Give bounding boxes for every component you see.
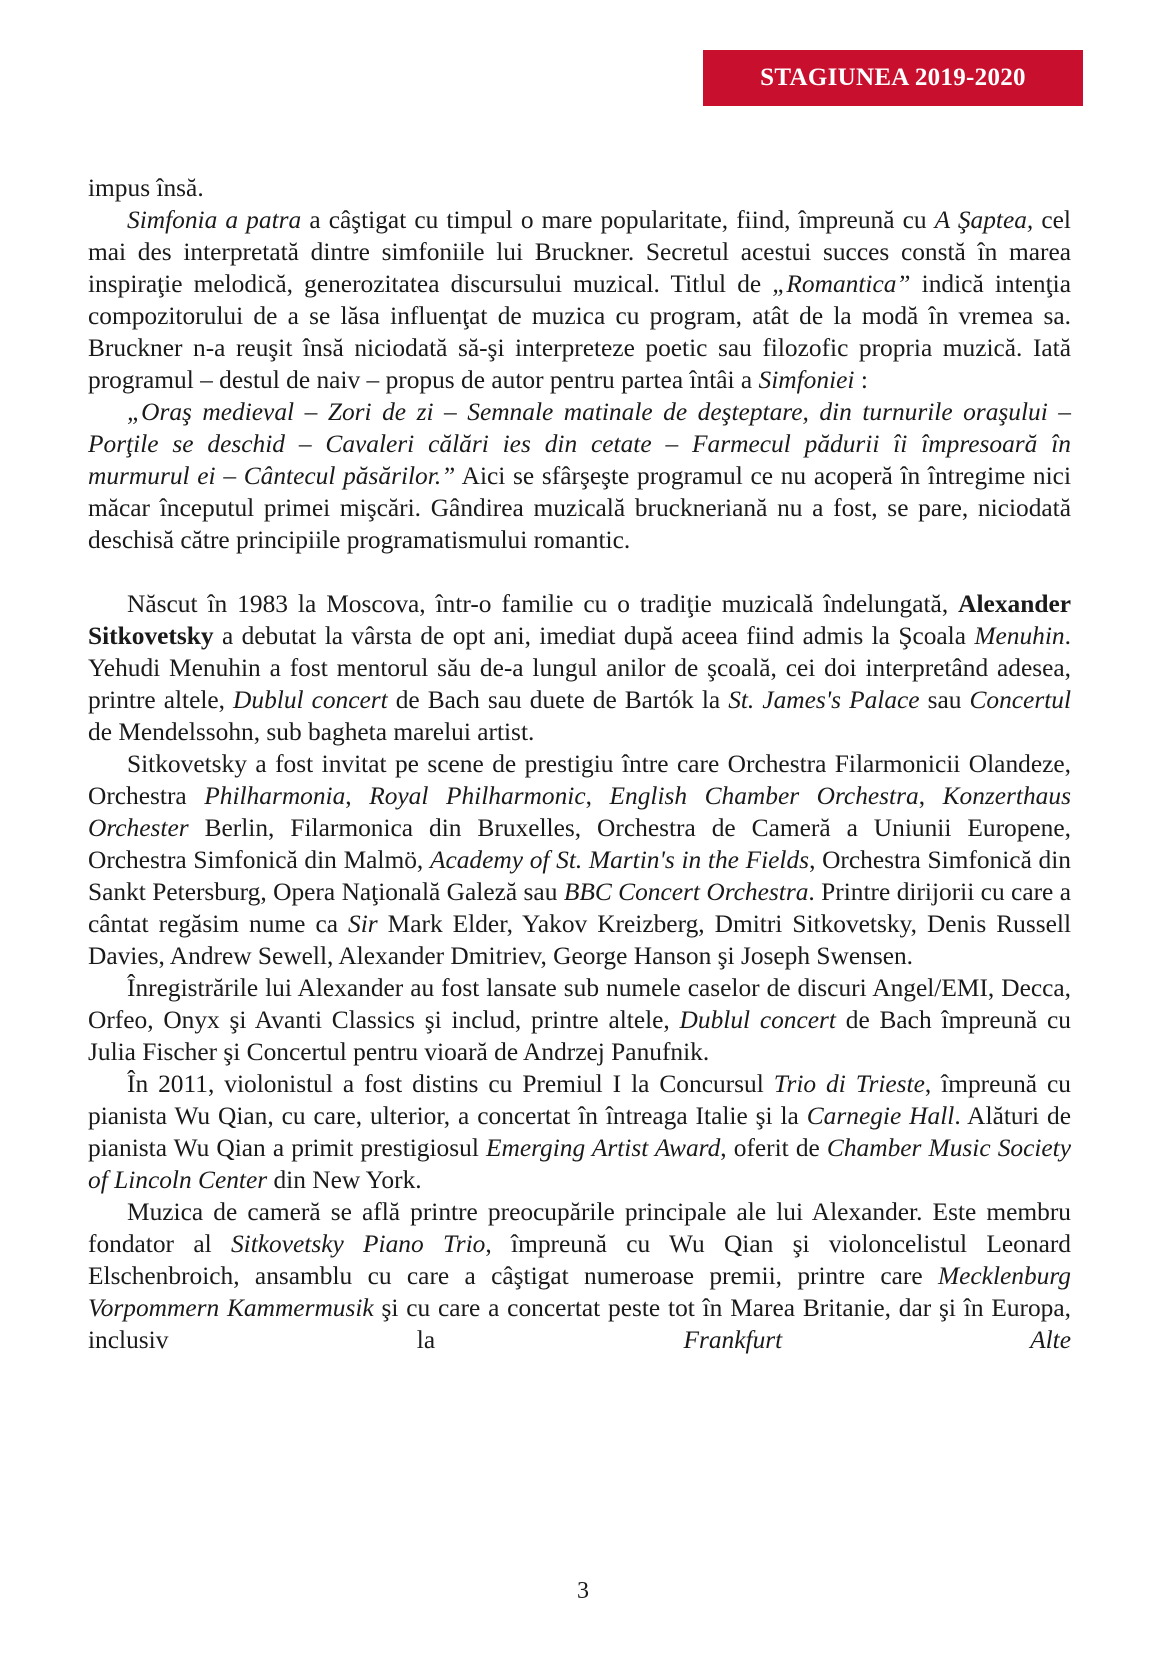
body-text: , Orchestra Simfonică din Sankt Petersburg, Opera Naţională Galeză sau bbox=[88, 846, 1071, 906]
italic-text: Konzerthaus Orchester bbox=[88, 782, 1071, 842]
italic-text: „Romantica” bbox=[772, 270, 911, 298]
italic-text: Concertul bbox=[969, 686, 1072, 714]
body-text: indică intenţia compozitorului de a se lăsa influenţat de muzica cu program, atât de la modă în vremea sa. Bruckner n-a reuşit însă niciodată să-şi interpreteze poetic sau filozofic propria muzică. Iată programul – destul de naiv – propus de autor pentru partea întâi a bbox=[88, 270, 1071, 394]
body-text: : bbox=[854, 366, 868, 394]
italic-text: Sitkovetsky Piano Trio bbox=[230, 1230, 486, 1258]
body-text: În 2011, violonistul a fost distins cu Premiul I la Concursul bbox=[127, 1070, 774, 1098]
body-text: . Alături de pianista Wu Qian a primit prestigiosul bbox=[88, 1102, 1071, 1162]
season-badge bbox=[703, 50, 1083, 106]
body-text: impus însă. bbox=[88, 174, 204, 202]
body-text: , bbox=[345, 782, 370, 810]
paragraph bbox=[88, 172, 1071, 204]
italic-text: Simfoniei bbox=[758, 366, 855, 394]
italic-text: Simfonia a patra bbox=[127, 206, 302, 234]
season-badge-text: STAGIUNEA 2019-2020 bbox=[760, 64, 1026, 91]
body-text: Muzica de cameră se află printre preocupările principale ale lui Alexander. Este membru fondator al bbox=[88, 1198, 1071, 1258]
body-text: Mark Elder, Yakov Kreizberg, Dmitri Sitkovetsky, Denis Russell Davies, Andrew Sewell, Alexander Dmitriev, George Hanson şi Joseph Swensen. bbox=[88, 910, 1071, 970]
paragraph-program-quote bbox=[88, 396, 1071, 556]
paragraph bbox=[88, 1068, 1071, 1196]
body-text: Aici se sfârşeşte programul ce nu acoperă în întregime nici măcar începutul primei mişcări. Gândirea muzicală bruckneriană nu a fost, se pare, niciodată deschisă către principiile programatismului romantic. bbox=[88, 462, 1071, 554]
body-text: , împreună cu Wu Qian şi violoncelistul Leonard Elschenbroich, ansamblu cu care a câştigat numeroase premii, printre care bbox=[88, 1230, 1071, 1290]
italic-text: Dublul concert bbox=[679, 1006, 836, 1034]
body-text: a debutat la vârsta de opt ani, imediat după aceea fiind admis la Şcoala bbox=[213, 622, 975, 650]
bold-text: Alexander Sitkovetsky bbox=[88, 590, 1071, 650]
body-text: şi cu care a concertat peste tot în Marea Britanie, dar şi în Europa, inclusiv la bbox=[88, 1294, 1071, 1354]
body-text: din New York. bbox=[267, 1166, 422, 1194]
page-number: 3 bbox=[577, 1578, 589, 1604]
italic-text: BBC Concert Orchestra bbox=[563, 878, 809, 906]
paragraph bbox=[88, 748, 1071, 972]
italic-text: Academy of St. Martin's in the Fields bbox=[429, 846, 810, 874]
paragraph-biography-intro bbox=[88, 588, 1071, 748]
body-text: de Mendelssohn, sub bagheta marelui artist. bbox=[88, 718, 535, 746]
italic-text: English Chamber Orchestra bbox=[609, 782, 919, 810]
body-text: Berlin, Filarmonica din Bruxelles, Orchestra de Cameră a Uniunii Europene, Orchestra Simfonică din Malmö, bbox=[88, 814, 1071, 874]
italic-text: „Oraş medieval – Zori de zi – Semnale matinale de deşteptare, din turnurile oraşului – Porţile se deschid – Cavaleri călări ies din cetate – Farmecul pădurii îi împresoară în murmurul ei – Cântecul păsărilor.” bbox=[88, 398, 1071, 490]
body-text: , împreună cu pianista Wu Qian, cu care, ulterior, a concertat în întreaga Italie şi la bbox=[88, 1070, 1071, 1130]
italic-text: Mecklenburg Vorpommern Kammermusik bbox=[88, 1262, 1071, 1322]
body-text: , bbox=[918, 782, 943, 810]
italic-text: Menuhin bbox=[974, 622, 1065, 650]
body-text: Sitkovetsky a fost invitat pe scene de prestigiu între care Orchestra Filarmonicii Olandeze, Orchestra bbox=[88, 750, 1071, 810]
italic-text: Dublul concert bbox=[233, 686, 388, 714]
paragraph bbox=[88, 972, 1071, 1068]
italic-text: Sir bbox=[348, 910, 378, 938]
body-text: a câştigat cu timpul o mare popularitate, fiind, împreună cu bbox=[301, 206, 935, 234]
paragraph bbox=[88, 204, 1071, 396]
body-text: cel mai des interpretată dintre simfoniile lui Bruckner. Secretul acestui succes constă în marea inspiraţie melodică, generozitatea discursului muzical. Titlul de bbox=[88, 206, 1071, 298]
italic-text: A Şaptea, bbox=[934, 206, 1034, 234]
body-text: Înregistrările lui Alexander au fost lansate sub numele caselor de discuri Angel/EMI, Decca, Orfeo, Onyx şi Avanti Classics şi includ, printre altele, bbox=[88, 974, 1071, 1034]
body-text: . Printre dirijorii cu care a cântat regăsim nume ca bbox=[88, 878, 1071, 938]
body-text: , bbox=[585, 782, 610, 810]
body-text: de Bach sau duete de Bartók la bbox=[387, 686, 729, 714]
italic-text: Philharmonia bbox=[204, 782, 346, 810]
italic-text: Trio di Trieste bbox=[773, 1070, 925, 1098]
italic-text: Royal Philharmonic bbox=[369, 782, 586, 810]
body-text: . Yehudi Menuhin a fost mentorul său de-a lungul anilor de şcoală, cei doi interpretând adesea, printre altele, bbox=[88, 622, 1071, 714]
italic-text: St. James's Palace bbox=[728, 686, 920, 714]
body-text: Născut în 1983 la Moscova, într-o familie cu o tradiţie muzicală îndelungată, bbox=[127, 590, 959, 618]
italic-text: Emerging Artist Award bbox=[485, 1134, 721, 1162]
body-text: , oferit de bbox=[720, 1134, 827, 1162]
italic-text: Chamber Music Society of Lincoln Center bbox=[88, 1134, 1072, 1194]
italic-text: Frankfurt Alte bbox=[683, 1326, 1072, 1354]
body-text: de Bach împreună cu Julia Fischer şi Concertul pentru vioară de Andrzej Panufnik. bbox=[88, 1006, 1072, 1066]
italic-text: Carnegie Hall bbox=[806, 1102, 955, 1130]
body-text: sau bbox=[919, 686, 970, 714]
paragraph bbox=[88, 1196, 1071, 1356]
article-body bbox=[88, 172, 1071, 1356]
